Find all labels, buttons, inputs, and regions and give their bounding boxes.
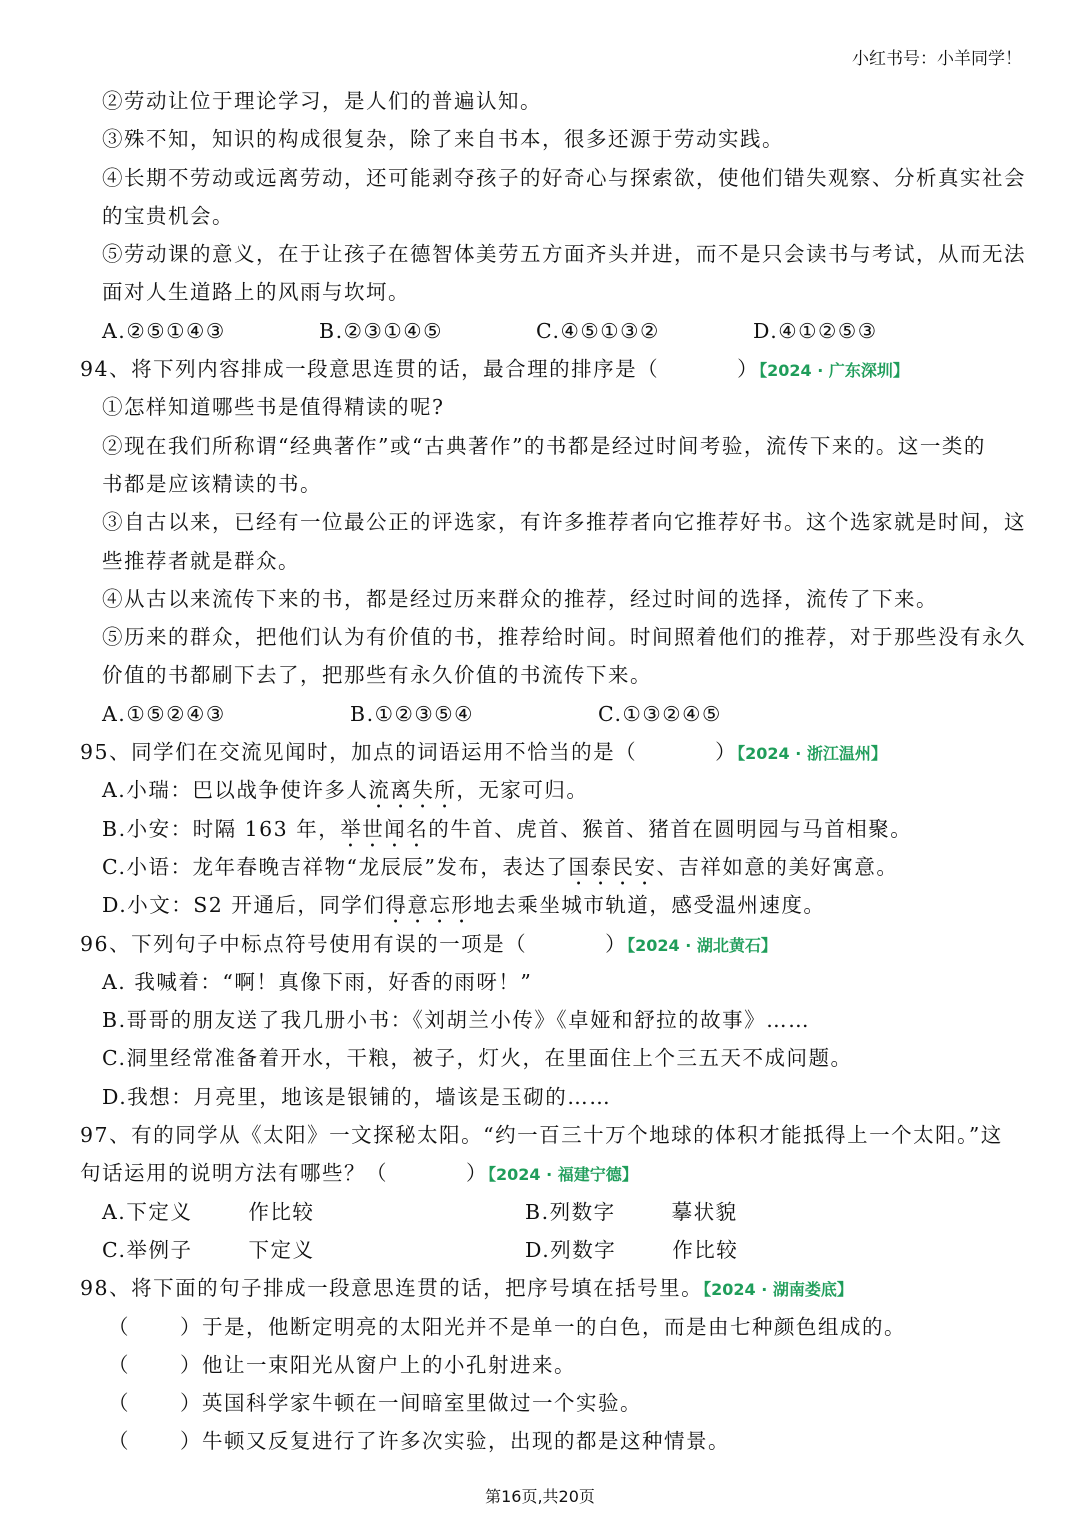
q94-item-3-line2: 些推荐者就是群众。	[102, 548, 300, 573]
q97-a-method2: 作比较	[248, 1199, 315, 1224]
q97-c-method2: 下定义	[248, 1237, 315, 1262]
q95-option-c[interactable]	[80, 848, 1010, 886]
paren-close: ）	[180, 1352, 202, 1377]
q94-stem-close: ）	[737, 357, 760, 382]
q98-source-tag: 【2024 · 湖南娄底】	[703, 1280, 853, 1300]
q93-options	[80, 312, 1010, 350]
q96-option-b[interactable]: B.哥哥的朋友送了我几册小书：《刘胡兰小传》《卓娅和舒拉的故事》……	[102, 1008, 811, 1033]
q97-option-c[interactable]	[102, 1231, 525, 1269]
q98-sentence-3	[80, 1384, 1010, 1422]
q95-option-d[interactable]	[80, 886, 1010, 924]
q94-item-5-line2: 价值的书都刷下去了，把那些有永久价值的书流传下来。	[102, 663, 652, 688]
q97-options-row2	[80, 1231, 1010, 1269]
q95-c-text-post: 、吉祥如意的美好寓意。	[656, 854, 899, 879]
q95-b-dotted-word: 举世闻名	[340, 816, 429, 841]
q98-answer-blank-1[interactable]	[108, 1308, 180, 1346]
q94-options	[80, 695, 1010, 733]
q94-item-4: ④从古以来流传下来的书，都是经过历来群众的推荐，经过时间的选择，流传了下来。	[102, 586, 938, 611]
q96-stem-close: ）	[605, 931, 628, 956]
q98-answer-blank-4[interactable]	[108, 1422, 180, 1460]
q97-stem-close: ）	[466, 1161, 488, 1186]
q95-source-tag: 【2024 · 浙江温州】	[737, 744, 887, 764]
q95-stem-text: 95、同学们在交流见闻时，加点的词语运用不恰当的是（	[80, 740, 638, 765]
q97-source-tag: 【2024 · 福建宁德】	[488, 1165, 638, 1185]
q95-a-text-post: ，无家可归。	[456, 778, 589, 803]
q97-a-method1: A.下定义	[102, 1199, 193, 1224]
q94-option-a[interactable]: A.①⑤②④③	[102, 701, 226, 726]
paren-close: ）	[180, 1391, 202, 1416]
q95-b-text-pre: B.小安：时隔 163 年，	[102, 816, 341, 841]
q98-stem-text: 98、将下面的句子排成一段意思连贯的话，把序号填在括号里。	[80, 1276, 704, 1301]
q93-option-d[interactable]: D.④①②⑤③	[753, 318, 878, 343]
q96-option-c[interactable]: C.洞里经常准备着开水，干粮，被子，灯火，在里面住上个三五天不成问题。	[102, 1046, 853, 1071]
q97-c-method1: C.举例子	[102, 1237, 193, 1262]
paren-close: ）	[180, 1314, 202, 1339]
q96-source-tag: 【2024 · 湖北黄石】	[627, 935, 777, 955]
q96-stem-text: 96、下列句子中标点符号使用有误的一项是（	[80, 931, 528, 956]
q94-source-tag: 【2024 · 广东深圳】	[759, 361, 909, 381]
q93-option-c[interactable]: C.④⑤①③②	[536, 318, 660, 343]
q95-c-dotted-word: 国泰民安	[568, 854, 657, 879]
q95-a-dotted-word: 流离失所	[368, 778, 457, 803]
q96-stem	[80, 925, 1010, 963]
q98-sentence-2	[80, 1346, 1010, 1384]
q98-sentence-4	[80, 1422, 1010, 1460]
q93-option-b[interactable]: B.②③①④⑤	[319, 318, 443, 343]
q93-item-3: ③殊不知，知识的构成很复杂，除了来自书本，很多还源于劳动实践。	[102, 127, 784, 152]
q94-item-5-line1: ⑤历来的群众，把他们认为有价值的书，推荐给时间。时间照着他们的推荐，对于那些没有永久	[102, 625, 1026, 650]
page-number: 第16页,共20页	[485, 1487, 595, 1506]
paren-close: ）	[180, 1429, 202, 1454]
q97-stem-line1: 97、有的同学从《太阳》一文探秘太阳。“约一百三十万个地球的体积才能抵得上一个太阳。”这	[80, 1123, 1003, 1148]
paren-open: （	[108, 1391, 130, 1416]
q94-item-2-line2: 书都是应该精读的书。	[102, 471, 322, 496]
q94-stem	[80, 350, 1010, 388]
q97-stem-line2	[80, 1154, 1010, 1192]
q95-b-text-post: 的牛首、虎首、猴首、猪首在圆明园与马首相聚。	[428, 816, 913, 841]
q95-d-text-pre: D.小文：S2 开通后，同学们	[102, 893, 386, 918]
q95-d-dotted-word: 得意忘形	[385, 893, 474, 918]
q93-item-4-line1: ④长期不劳动或远离劳动，还可能剥夺孩子的好奇心与探索欲，使他们错失观察、分析真实社会	[102, 165, 1026, 190]
q98-sentence-1	[80, 1308, 1010, 1346]
q94-item-3-line1: ③自古以来，已经有一位最公正的评选家，有许多推荐者向它推荐好书。这个选家就是时间，这	[102, 510, 1026, 535]
q95-option-a[interactable]	[80, 771, 1010, 809]
q97-b-method1: B.列数字	[525, 1199, 616, 1224]
header-note: 小红书号：小羊同学！	[852, 49, 1022, 69]
q96-option-a[interactable]: A. 我喊着：“啊！真像下雨，好香的雨呀！”	[102, 969, 533, 994]
q98-sentence-4-text: 牛顿又反复进行了许多次实验，出现的都是这种情景。	[202, 1429, 730, 1454]
paren-open: （	[108, 1314, 130, 1339]
q97-b-method2: 摹状貌	[671, 1199, 738, 1224]
page-content	[80, 82, 1026, 1461]
q97-options-row1	[80, 1193, 1010, 1231]
q93-item-2: ②劳动让位于理论学习，是人们的普遍认知。	[102, 89, 542, 113]
q95-stem-close: ）	[715, 740, 738, 765]
q94-item-1: ①怎样知道哪些书是值得精读的呢?	[102, 395, 445, 420]
q98-answer-blank-3[interactable]	[108, 1384, 180, 1422]
q95-stem	[80, 733, 1010, 771]
paren-open: （	[108, 1429, 130, 1454]
q94-option-c[interactable]: C.①③②④⑤	[598, 701, 722, 726]
q98-stem	[80, 1269, 1010, 1307]
q94-option-b[interactable]: B.①②③⑤④	[350, 701, 474, 726]
q97-d-method1: D.列数字	[525, 1237, 617, 1262]
q93-option-a[interactable]: A.②⑤①④③	[102, 318, 226, 343]
q97-d-method2: 作比较	[672, 1237, 739, 1262]
q98-sentence-1-text: 于是，他断定明亮的太阳光并不是单一的白色，而是由七种颜色组成的。	[202, 1314, 906, 1339]
q93-item-5-line2: 面对人生道路上的风雨与坎坷。	[102, 280, 410, 305]
q98-answer-blank-2[interactable]	[108, 1346, 180, 1384]
q97-stem-text: 句话运用的说明方法有哪些？（	[80, 1161, 388, 1186]
q94-stem-text: 94、将下列内容排成一段意思连贯的话，最合理的排序是（	[80, 357, 660, 382]
q95-c-text-pre: C.小语：龙年春晚吉祥物“龙辰辰”发布，表达了	[102, 854, 569, 879]
q95-d-text-post: 地去乘坐城市轨道，感受温州速度。	[473, 893, 826, 918]
q95-option-b[interactable]	[80, 810, 1010, 848]
q98-sentence-2-text: 他让一束阳光从窗户上的小孔射进来。	[202, 1352, 576, 1377]
q95-a-text-pre: A.小瑞：巴以战争使许多人	[102, 778, 369, 803]
q93-item-4-line2: 的宝贵机会。	[102, 203, 234, 228]
q94-item-2-line1: ②现在我们所称谓“经典著作”或“古典著作”的书都是经过时间考验，流传下来的。这一类的	[102, 433, 986, 458]
q98-sentence-3-text: 英国科学家牛顿在一间暗室里做过一个实验。	[202, 1391, 642, 1416]
q97-option-b[interactable]	[525, 1193, 738, 1231]
q96-option-d[interactable]: D.我想：月亮里，地该是银铺的，墙该是玉砌的……	[102, 1084, 612, 1109]
q97-option-d[interactable]	[525, 1231, 738, 1269]
paren-open: （	[108, 1352, 130, 1377]
q93-item-5-line1: ⑤劳动课的意义，在于让孩子在德智体美劳五方面齐头并进，而不是只会读书与考试，从而无法	[102, 242, 1026, 267]
q97-option-a[interactable]	[102, 1193, 525, 1231]
